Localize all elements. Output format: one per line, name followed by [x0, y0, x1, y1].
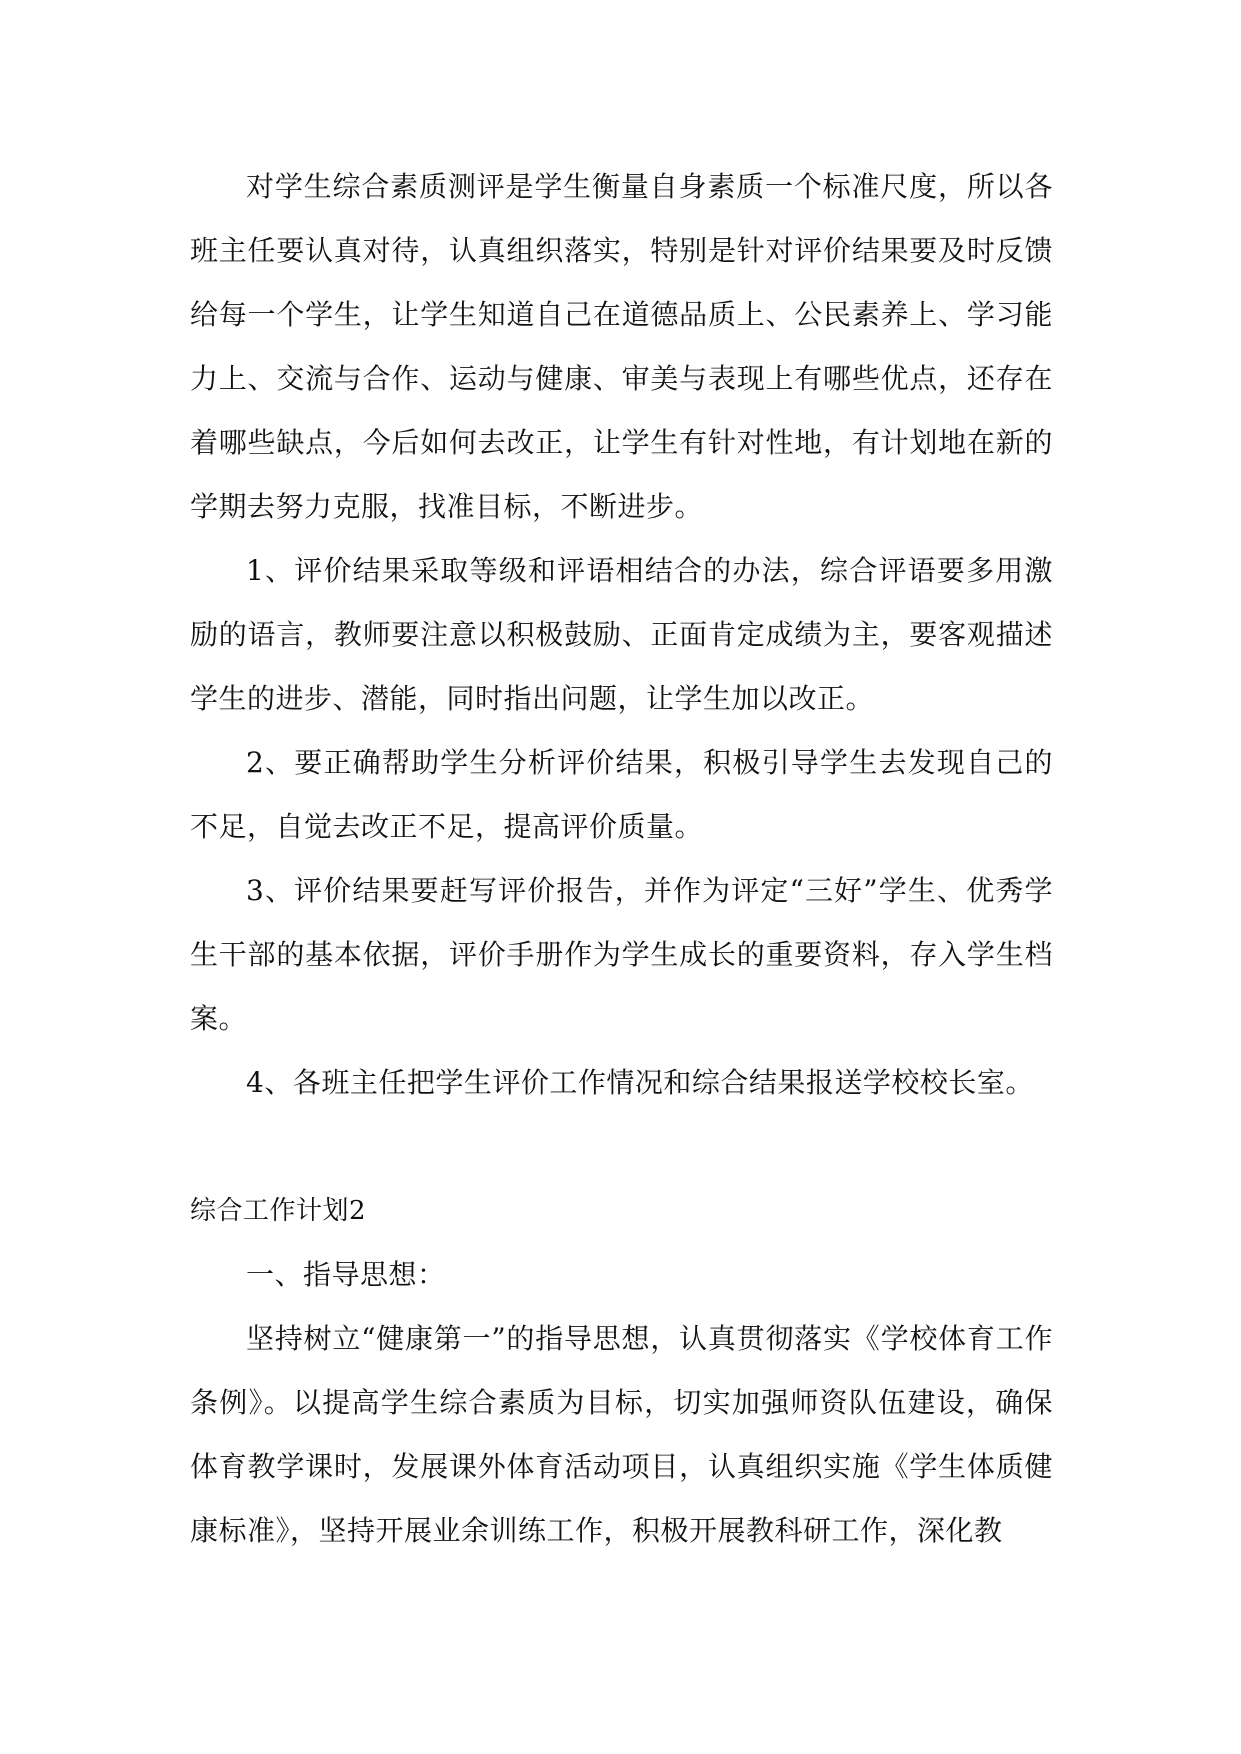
point-2-paragraph: 2、要正确帮助学生分析评价结果，积极引导学生去发现自己的不足，自觉去改正不足，提高评价质量。: [190, 746, 1053, 843]
document-body: [190, 155, 1053, 1563]
guiding-paragraph: 坚持树立“健康第一”的指导思想，认真贯彻落实《学校体育工作条例》。以提高学生综合素质为目标，切实加强师资队伍建设，确保体育教学课时，发展课外体育活动项目，认真组织实施《学生体质健康标准》，坚持开展业余训练工作，积极开展教科研工作，深化教: [190, 1322, 1053, 1547]
point-1-paragraph: 1、评价结果采取等级和评语相结合的办法，综合评语要多用激励的语言，教师要注意以积极鼓励、正面肯定成绩为主，要客观描述学生的进步、潜能，同时指出问题，让学生加以改正。: [190, 554, 1053, 715]
intro-paragraph: 对学生综合素质测评是学生衡量自身素质一个标准尺度，所以各班主任要认真对待，认真组织落实，特别是针对评价结果要及时反馈给每一个学生，让学生知道自己在道德品质上、公民素养上、学习能力上、交流与合作、运动与健康、审美与表现上有哪些优点，还存在着哪些缺点，今后如何去改正，让学生有针对性地，有计划地在新的学期去努力克服，找准目标，不断进步。: [190, 170, 1053, 523]
subheading: 一、指导思想：: [246, 1258, 446, 1291]
section-title: 综合工作计划2: [190, 1196, 367, 1226]
point-4-paragraph: 4、各班主任把学生评价工作情况和综合结果报送学校校长室。: [246, 1066, 1034, 1099]
point-3-paragraph: 3、评价结果要赶写评价报告，并作为评定“三好”学生、优秀学生干部的基本依据，评价手册作为学生成长的重要资料，存入学生档案。: [190, 874, 1053, 1035]
